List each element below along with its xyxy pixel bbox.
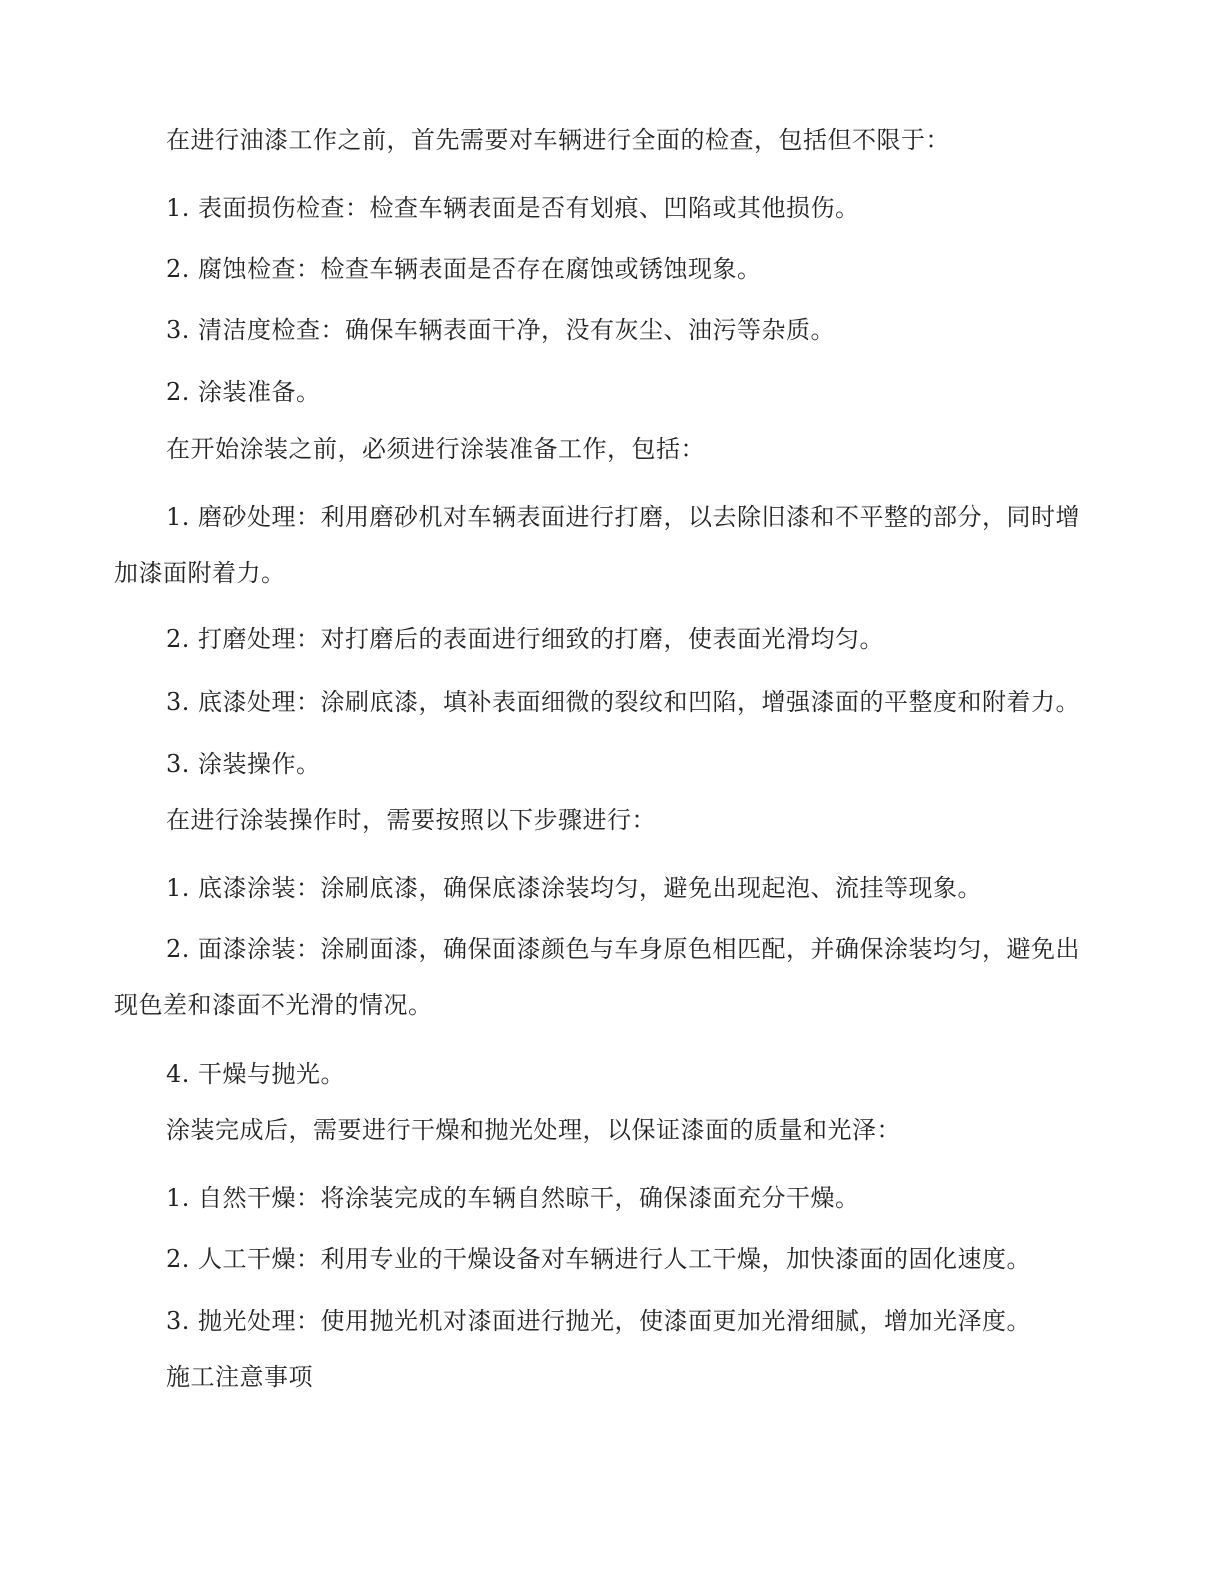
paragraph-intro-operation: 在进行涂装操作时，需要按照以下步骤进行： bbox=[166, 806, 656, 834]
paragraph-cleanliness-check: 3. 清洁度检查：确保车辆表面干净，没有灰尘、油污等杂质。 bbox=[166, 316, 836, 344]
paragraph-polishing-prep: 2. 打磨处理：对打磨后的表面进行细致的打磨，使表面光滑均匀。 bbox=[166, 625, 885, 653]
paragraph-natural-drying: 1. 自然干燥：将涂装完成的车辆自然晾干，确保漆面充分干燥。 bbox=[166, 1184, 860, 1212]
paragraph-intro-inspection: 在进行油漆工作之前，首先需要对车辆进行全面的检查，包括但不限于： bbox=[166, 126, 950, 154]
paragraph-intro-drying: 涂装完成后，需要进行干燥和抛光处理，以保证漆面的质量和光泽： bbox=[166, 1116, 901, 1144]
paragraph-polish-treatment: 3. 抛光处理：使用抛光机对漆面进行抛光，使漆面更加光滑细腻，增加光泽度。 bbox=[166, 1307, 1032, 1335]
paragraph-artificial-drying: 2. 人工干燥：利用专业的干燥设备对车辆进行人工干燥，加快漆面的固化速度。 bbox=[166, 1245, 1032, 1273]
section-heading-operation: 3. 涂装操作。 bbox=[166, 750, 321, 778]
paragraph-sanding: 1. 磨砂处理：利用磨砂机对车辆表面进行打磨，以去除旧漆和不平整的部分，同时增加漆面附着力。 bbox=[114, 503, 1081, 587]
section-heading-drying: 4. 干燥与抛光。 bbox=[166, 1060, 346, 1088]
paragraph-topcoat-coating: 2. 面漆涂装：涂刷面漆，确保面漆颜色与车身原色相匹配，并确保涂装均匀，避免出现色差和漆面不光滑的情况。 bbox=[114, 935, 1081, 1019]
paragraph-primer-coating: 1. 底漆涂装：涂刷底漆，确保底漆涂装均匀，避免出现起泡、流挂等现象。 bbox=[166, 874, 983, 902]
paragraph-primer-prep: 3. 底漆处理：涂刷底漆，填补表面细微的裂纹和凹陷，增强漆面的平整度和附着力。 bbox=[166, 688, 1081, 716]
section-heading-preparation: 2. 涂装准备。 bbox=[166, 378, 321, 406]
paragraph-corrosion-check: 2. 腐蚀检查：检查车辆表面是否存在腐蚀或锈蚀现象。 bbox=[166, 255, 762, 283]
paragraph-intro-preparation: 在开始涂装之前，必须进行涂装准备工作，包括： bbox=[166, 435, 705, 463]
section-heading-precautions: 施工注意事项 bbox=[166, 1363, 313, 1391]
paragraph-surface-damage: 1. 表面损伤检查：检查车辆表面是否有划痕、凹陷或其他损伤。 bbox=[166, 194, 860, 222]
